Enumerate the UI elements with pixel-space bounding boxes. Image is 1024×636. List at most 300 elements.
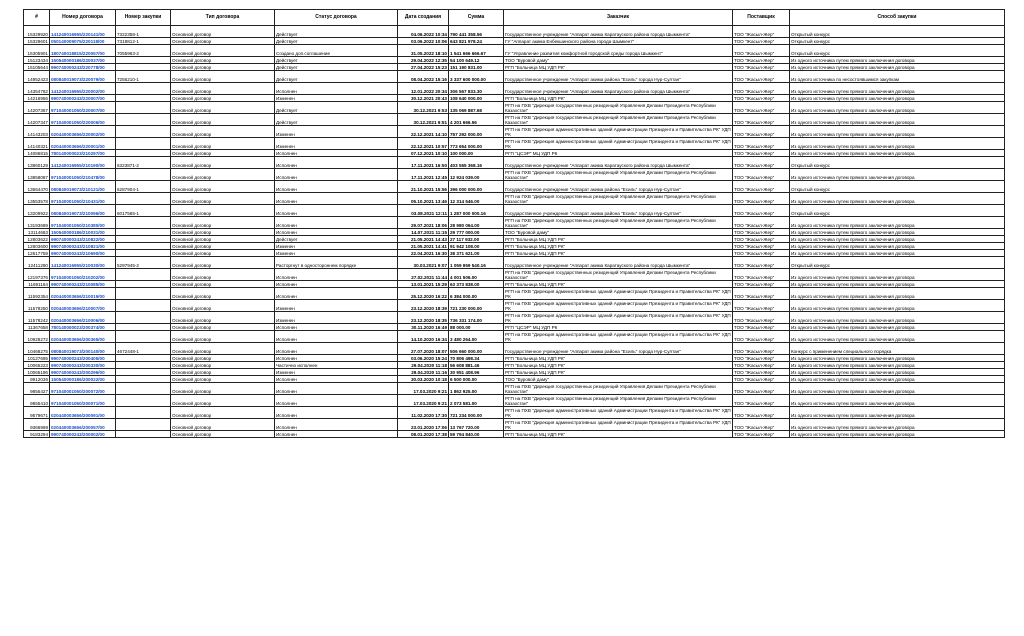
table-row	[24, 83, 1005, 95]
cell-index: 11367658	[24, 324, 50, 331]
cell-created-date: 29.04.2022 12:35	[398, 57, 449, 64]
cell-contract-link[interactable]: 141240016955/210190/00	[50, 157, 116, 169]
cell-index: 13860129	[24, 157, 50, 169]
cell-customer: РГП на ПХВ "Дирекция административных зданий Администрации Президента и Правительства РК" УДП РК	[505, 288, 731, 299]
cell-contract-type: Основной договор	[171, 383, 275, 395]
cell-created-date: 03.08.2021 12:11	[398, 205, 449, 217]
cell-purchase-number	[116, 383, 171, 395]
cell-contract-link[interactable]: 990740000243/210690/00	[50, 250, 116, 257]
table-row	[24, 205, 1005, 217]
cell-amount: 54 100 649.12	[449, 57, 504, 64]
cell-purchase-number: 7318812-1	[116, 38, 171, 45]
cell-contract-status: Исполнен	[275, 331, 398, 343]
cell-index: 14216956	[24, 95, 50, 102]
cell-contract-type: Основной договор	[171, 312, 275, 324]
cell-supplier: ТОО "Жасыл-Жер"	[733, 181, 790, 193]
cell-purchase-method: Из одного источника путем прямого заключения договора	[790, 64, 1005, 71]
cell-purchase-number: 6287904-1	[116, 181, 171, 193]
cell-purchase-number	[116, 395, 171, 407]
cell-index: 14207367	[24, 102, 50, 114]
cell-purchase-number	[116, 217, 171, 229]
cell-contract-link[interactable]: 020440003656/200091/00	[50, 407, 116, 419]
cell-contract-status: Исполнен	[275, 288, 398, 300]
cell-amount: 59 794 840.00	[449, 431, 504, 438]
cell-purchase-number: 4672448-1	[116, 343, 171, 355]
cell-created-date: 25.12.2020 16:22	[398, 288, 449, 300]
cell-created-date: 08.04.2022 15:16	[398, 71, 449, 83]
cell-created-date: 08.01.2020 17:38	[398, 431, 449, 438]
cell-supplier: ТОО "Жасыл-Жер"	[733, 45, 790, 57]
cell-amount: 3 480 264.00	[449, 331, 504, 343]
cell-contract-link[interactable]: 971040001050/210202/00	[50, 269, 116, 281]
cell-contract-status: Изменен	[275, 95, 398, 102]
cell-contract-status: Действует	[275, 71, 398, 83]
table-row	[24, 419, 1005, 431]
cell-contract-link[interactable]: 080840019073/200140/00	[50, 343, 116, 355]
table-row	[24, 157, 1005, 169]
cell-created-date: 30.03.2021 9:07	[398, 257, 449, 269]
cell-contract-type: Основной договор	[171, 324, 275, 331]
cell-created-date: 04.06.2022 10:34	[398, 26, 449, 38]
cell-index: 13114663	[24, 229, 50, 236]
cell-supplier: ТОО "Жасыл-Жер"	[733, 71, 790, 83]
cell-amount: 13 767 720.00	[449, 419, 504, 431]
cell-index: 13553578	[24, 193, 50, 205]
cell-created-date: 22.12.2021 10:57	[398, 138, 449, 150]
cell-contract-type: Основной договор	[171, 71, 275, 83]
cell-contract-link[interactable]: 020440003656/210007/00	[50, 300, 116, 312]
col-header-customer: Заказчик	[504, 10, 733, 26]
cell-purchase-method: Открытый конкурс	[790, 157, 1005, 169]
cell-purchase-number	[116, 281, 171, 288]
cell-purchase-number: 5297945-2	[116, 257, 171, 269]
cell-index: 13858087	[24, 169, 50, 181]
cell-index: 13193689	[24, 217, 50, 229]
cell-contract-status: Действует	[275, 114, 398, 126]
cell-contract-link[interactable]: 990740000243/210821/00	[50, 243, 116, 250]
cell-customer: РГП "Больница МЦ УДП РК"	[504, 355, 733, 362]
cell-purchase-number	[116, 102, 171, 114]
cell-contract-link[interactable]: 150540000186/220037/00	[50, 57, 116, 64]
cell-purchase-number	[116, 407, 171, 419]
cell-contract-type: Основной договор	[171, 95, 275, 102]
cell-contract-link[interactable]: 990740000243/220778/00	[50, 64, 116, 71]
cell-purchase-method: Из одного источника по несостоявшимся закупкам	[790, 71, 1005, 83]
cell-created-date: 22.04.2021 16:30	[398, 250, 449, 257]
cell-created-date: 30.12.2021 9:51	[398, 114, 449, 126]
cell-contract-link[interactable]: 141240016955/220141/00	[50, 26, 116, 38]
cell-supplier: ТОО "Жасыл-Жер"	[733, 102, 790, 114]
cell-contract-link[interactable]: 990740000243/200330/00	[50, 362, 116, 369]
cell-contract-link[interactable]: 780140000023/210297/00	[50, 150, 116, 157]
cell-customer: РГП "ЦСЭР" МЦ УДП РК	[504, 150, 733, 157]
cell-index: 11578242	[24, 312, 50, 324]
cell-amount: 721 230 000.00	[449, 300, 504, 312]
cell-contract-link[interactable]: 050140009075/220118/00	[50, 38, 116, 45]
cell-created-date: 14.07.2021 11:15	[398, 229, 449, 236]
cell-contract-status: Исполнен	[275, 407, 398, 419]
cell-supplier: ТОО "Жасыл-Жер"	[733, 83, 790, 95]
cell-purchase-method: Из одного источника путем прямого заключения договора	[790, 83, 1005, 95]
cell-amount: 38 371 621.00	[449, 250, 504, 257]
cell-purchase-method: Из одного источника путем прямого заключения договора	[790, 57, 1005, 64]
cell-amount: 1 541 666 666.67	[449, 45, 504, 57]
cell-customer: РГП "Больница МЦ УДП РК"	[504, 250, 733, 257]
cell-contract-link[interactable]: 020440003656/210019/00	[50, 288, 116, 300]
cell-created-date: 27.04.2022 15:23	[398, 64, 449, 71]
cell-contract-link[interactable]: 141240016955/210030/00	[50, 257, 116, 269]
table-row	[24, 102, 1005, 114]
cell-contract-link[interactable]: 150540000186/210031/00	[50, 229, 116, 236]
cell-created-date: 05.10.2021 13:46	[398, 193, 449, 205]
table-row	[24, 383, 1005, 395]
cell-customer: РГП на ПХВ "Дирекция государственных резиденций Управления Делами Президента Республики Казахстан"	[504, 217, 733, 229]
cell-contract-status: Действует	[275, 102, 398, 114]
cell-supplier: ТОО "Жасыл-Жер"	[733, 355, 790, 362]
cell-customer: Государственное учреждение "Аппарат акима района "Есиль" города Нур-Султан"	[504, 71, 733, 83]
col-header-contract-type: Тип договора	[171, 10, 275, 26]
cell-customer: РГП на ПХВ "Дирекция государственных резиденций Управления Делами Президента Республики Казахстан"	[504, 269, 733, 281]
table-row	[24, 355, 1005, 362]
table-row	[24, 138, 1005, 150]
table-row	[24, 243, 1005, 250]
cell-contract-status: Исполнен	[275, 157, 398, 169]
cell-customer: РГП "ЦСЭР" МЦ УДП РК	[504, 324, 733, 331]
cell-purchase-method: Из одного источника путем прямого заключения договора	[790, 114, 1005, 126]
cell-created-date: 23.12.2020 18:35	[398, 312, 449, 324]
cell-contract-type: Основной договор	[171, 102, 275, 114]
cell-purchase-method: Из одного источника путем прямого заключения договора	[790, 250, 1005, 257]
cell-amount: 30 951 408.96	[449, 369, 504, 376]
cell-created-date: 07.12.2021 10:10	[398, 150, 449, 157]
cell-purchase-method: Из одного источника путем прямого заключения договора	[790, 395, 1005, 407]
cell-customer: РГП на ПХВ "Дирекция административных зданий Администрации Президента и Правительства РК" УДП РК	[505, 407, 731, 418]
cell-purchase-method: Из одного источника путем прямого заключения договора	[790, 362, 1005, 369]
table-row	[24, 95, 1005, 102]
cell-purchase-method: Из одного источника путем прямого заключения договора	[790, 419, 1005, 431]
table-row	[24, 169, 1005, 181]
cell-contract-link[interactable]: 971040001050/200071/00	[50, 395, 116, 407]
cell-created-date: 29.04.2020 11:18	[398, 362, 449, 369]
cell-purchase-method: Открытый конкурс	[790, 205, 1005, 217]
cell-supplier: ТОО "Жасыл-Жер"	[733, 193, 790, 205]
cell-amount: 70 806 498.34	[449, 355, 504, 362]
cell-purchase-method: Открытый конкурс	[790, 45, 1005, 57]
cell-contract-link[interactable]: 971040001050/210380/00	[50, 217, 116, 229]
cell-customer: РГП на ПХВ "Дирекция государственных резиденций Управления Делами Президента Республики Казахстан"	[504, 383, 733, 395]
cell-purchase-method: Из одного источника путем прямого заключения договора	[790, 150, 1005, 157]
cell-index: 9912036	[24, 376, 50, 383]
cell-contract-status: Исполнен	[275, 376, 398, 383]
cell-supplier: ТОО "Жасыл-Жер"	[733, 157, 790, 169]
contracts-sheet	[23, 9, 1004, 438]
cell-contract-link[interactable]: 020440003656/220001/00	[50, 138, 116, 150]
cell-purchase-method: Из одного источника путем прямого заключения договора	[790, 355, 1005, 362]
cell-supplier: ТОО "Жасыл-Жер"	[733, 281, 790, 288]
cell-customer: РГП "Больница МЦ УДП РК"	[504, 95, 733, 102]
table-row	[24, 64, 1005, 71]
table-row	[24, 362, 1005, 369]
cell-purchase-number	[116, 269, 171, 281]
cell-supplier: ТОО "Жасыл-Жер"	[733, 362, 790, 369]
table-row	[24, 57, 1005, 64]
cell-customer: Государственное учреждение "Аппарат акима Каратауского района города Шымкента"	[504, 157, 733, 169]
cell-contract-link[interactable]: 141240016955/220002/00	[50, 83, 116, 95]
cell-contract-link[interactable]: 020440003656/200057/00	[50, 419, 116, 431]
cell-customer: РГП на ПХВ "Дирекция государственных резиденций Управления Делами Президента Республики Казахстан"	[504, 395, 733, 407]
cell-purchase-number	[116, 83, 171, 95]
cell-amount: 790 441 358.56	[449, 26, 504, 38]
cell-purchase-number	[116, 331, 171, 343]
cell-index: 10127695	[24, 355, 50, 362]
table-row	[24, 300, 1005, 312]
cell-contract-type: Основной договор	[171, 193, 275, 205]
cell-index: 13664470	[24, 181, 50, 193]
cell-index: 9183294	[24, 431, 50, 438]
cell-purchase-method: Из одного источника путем прямого заключения договора	[790, 312, 1005, 324]
cell-contract-type: Основной договор	[171, 243, 275, 250]
cell-created-date: 03.06.2020 15:24	[398, 355, 449, 362]
cell-supplier: ТОО "Жасыл-Жер"	[733, 257, 790, 269]
cell-contract-link[interactable]: 150540000186/200022/00	[50, 376, 116, 383]
cell-amount: 306 567 833.30	[449, 83, 504, 95]
cell-supplier: ТОО "Жасыл-Жер"	[733, 395, 790, 407]
cell-customer: РГП на ПХВ "Дирекция государственных резиденций Управления Делами Президента Республики Казахстан"	[504, 114, 733, 126]
cell-contract-link[interactable]: 990740000243/200296/00	[50, 369, 116, 376]
cell-created-date: 30.12.2021 9:53	[398, 102, 449, 114]
cell-supplier: ТОО "Жасыл-Жер"	[733, 383, 790, 395]
cell-contract-type: Основной договор	[171, 269, 275, 281]
cell-contract-link[interactable]: 080840019073/210121/00	[50, 181, 116, 193]
cell-contract-link[interactable]: 971040001050/210431/00	[50, 193, 116, 205]
cell-index: 12197376	[24, 269, 50, 281]
cell-contract-status: Исполнен	[275, 269, 398, 281]
col-header-index: #	[24, 10, 50, 26]
cell-purchase-number	[116, 431, 171, 438]
cell-supplier: ТОО "Жасыл-Жер"	[733, 126, 790, 138]
cell-index: 11691164	[24, 281, 50, 288]
cell-contract-status: Исполнен	[275, 281, 398, 288]
cell-created-date: 22.12.2021 14:10	[398, 126, 449, 138]
cell-amount: 6 500 000.00	[449, 376, 504, 383]
cell-contract-type: Основной договор	[171, 257, 275, 269]
cell-amount: 1 059 959 540.16	[449, 257, 504, 269]
cell-contract-status: Изменен	[275, 138, 398, 150]
cell-contract-type: Основной договор	[171, 217, 275, 229]
cell-contract-link[interactable]: 971040001050/220007/00	[50, 102, 116, 114]
cell-contract-link[interactable]: 020440003656/220002/00	[50, 126, 116, 138]
cell-purchase-method: Из одного источника путем прямого заключения договора	[790, 229, 1005, 236]
table-row	[24, 250, 1005, 257]
cell-contract-link[interactable]: 971040001050/210478/00	[50, 169, 116, 181]
cell-amount: 396 000 000.00	[449, 181, 504, 193]
cell-purchase-number	[116, 95, 171, 102]
cell-created-date: 21.05.2021 14:43	[398, 236, 449, 243]
cell-amount: 56 608 881.46	[449, 362, 504, 369]
cell-contract-status: Действует	[275, 57, 398, 64]
cell-index: 11592354	[24, 288, 50, 300]
cell-amount: 757 292 000.00	[449, 126, 504, 138]
cell-customer: РГП на ПХВ "Дирекция административных зданий Администрации Президента и Правительства РК" УДП РК	[505, 419, 731, 430]
cell-contract-link[interactable]: 990740000243/220007/00	[50, 95, 116, 102]
cell-purchase-number	[116, 138, 171, 150]
cell-created-date: 27.07.2020 18:07	[398, 343, 449, 355]
cell-contract-link[interactable]: 020440003656/200365/00	[50, 331, 116, 343]
cell-purchase-number: 7256210-1	[116, 71, 171, 83]
cell-contract-type: Основной договор	[171, 281, 275, 288]
cell-purchase-number	[116, 312, 171, 324]
table-row	[24, 150, 1005, 157]
cell-created-date: 30.11.2020 16:49	[398, 324, 449, 331]
cell-contract-link[interactable]: 971040001050/220006/00	[50, 114, 116, 126]
cell-contract-type: Основной договор	[171, 376, 275, 383]
cell-contract-status: Исполнен	[275, 383, 398, 395]
cell-contract-type: Основной договор	[171, 331, 275, 343]
cell-customer: РГП на ПХВ "Дирекция государственных резиденций Управления Делами Президента Республики Казахстан"	[504, 169, 733, 181]
cell-amount: 12 314 546.00	[449, 193, 504, 205]
cell-contract-status: Исполнен	[275, 419, 398, 431]
cell-index: 15305901	[24, 45, 50, 57]
cell-created-date: 17.11.2021 12:45	[398, 169, 449, 181]
cell-purchase-number: 6323871-2	[116, 157, 171, 169]
cell-contract-link[interactable]: 020440003656/210006/00	[50, 312, 116, 324]
cell-index: 10928272	[24, 331, 50, 343]
cell-contract-type: Основной договор	[171, 64, 275, 71]
cell-contract-type: Основной договор	[171, 181, 275, 193]
cell-purchase-method: Из одного источника путем прямого заключения договора	[790, 126, 1005, 138]
cell-contract-status: Исполнен	[275, 395, 398, 407]
table-row	[24, 38, 1005, 45]
cell-contract-link[interactable]: 990740000243/210822/00	[50, 236, 116, 243]
cell-customer: РГП на ПХВ "Дирекция административных зданий Администрации Президента и Правительства РК" УДП РК	[505, 126, 731, 137]
cell-purchase-number: 7322358-1	[116, 26, 171, 38]
cell-contract-type: Основной договор	[171, 395, 275, 407]
cell-purchase-method: Из одного источника путем прямого заключения договора	[790, 331, 1005, 343]
cell-purchase-number	[116, 126, 171, 138]
cell-contract-link[interactable]: 971040001050/200072/00	[50, 383, 116, 395]
cell-contract-status: Изменен	[275, 250, 398, 257]
cell-purchase-method: Из одного источника путем прямого заключения договора	[790, 138, 1005, 150]
cell-created-date: 23.01.2020 17:06	[398, 419, 449, 431]
table-row	[24, 236, 1005, 243]
col-header-created-date: Дата создания	[398, 10, 449, 26]
cell-supplier: ТОО "Жасыл-Жер"	[733, 324, 790, 331]
cell-contract-link[interactable]: 180740018815/220057/00	[50, 45, 116, 57]
table-row	[24, 269, 1005, 281]
cell-amount: 27 117 932.00	[449, 236, 504, 243]
cell-purchase-number	[116, 362, 171, 369]
table-row	[24, 376, 1005, 383]
cell-customer: РГП на ПХВ "Дирекция административных зданий Администрации Президента и Правительства РК" УДП РК	[505, 300, 731, 311]
cell-created-date: 17.11.2021 16:50	[398, 157, 449, 169]
cell-customer: РГП "Больница МЦ УДП РК"	[504, 369, 733, 376]
cell-amount: 403 555 368.16	[449, 157, 504, 169]
table-row	[24, 26, 1005, 38]
cell-index: 14143203	[24, 126, 50, 138]
cell-customer: РГП на ПХВ "Дирекция государственных резиденций Управления Делами Президента Республики Казахстан"	[504, 193, 733, 205]
table-row	[24, 369, 1005, 376]
cell-contract-link[interactable]: 780140000023/200374/00	[50, 324, 116, 331]
cell-supplier: ТОО "Жасыл-Жер"	[733, 431, 790, 438]
cell-contract-type: Основной договор	[171, 83, 275, 95]
cell-purchase-method: Открытый конкурс	[790, 181, 1005, 193]
table-row	[24, 126, 1005, 138]
cell-contract-type: Основной договор	[171, 205, 275, 217]
table-row	[24, 257, 1005, 269]
cell-created-date: 31.05.2022 18:10	[398, 45, 449, 57]
cell-created-date: 21.10.2021 15:56	[398, 181, 449, 193]
table-row	[24, 193, 1005, 205]
cell-amount: 100 000.00	[449, 150, 504, 157]
cell-customer: ТОО "Буровой даму"	[504, 57, 733, 64]
cell-amount: 721 234 000.00	[449, 407, 504, 419]
cell-contract-type: Основной договор	[171, 369, 275, 376]
cell-index: 11578250	[24, 300, 50, 312]
table-row	[24, 71, 1005, 83]
cell-purchase-method: Из одного источника путем прямого заключения договора	[790, 288, 1005, 300]
cell-customer: РГП "Больница МЦ УДП РК"	[504, 64, 733, 71]
cell-index: 12617759	[24, 250, 50, 257]
cell-supplier: ТОО "Жасыл-Жер"	[733, 331, 790, 343]
cell-contract-link[interactable]: 990740000243/210085/00	[50, 281, 116, 288]
cell-purchase-number	[116, 114, 171, 126]
cell-index: 12411280	[24, 257, 50, 269]
cell-contract-type: Основной договор	[171, 288, 275, 300]
cell-customer: Государственное учреждение "Аппарат акима Каратауского района города Шымкента"	[504, 257, 733, 269]
cell-contract-link[interactable]: 080840019073/210096/00	[50, 205, 116, 217]
cell-supplier: ТОО "Жасыл-Жер"	[733, 150, 790, 157]
cell-supplier: ТОО "Жасыл-Жер"	[733, 38, 790, 45]
cell-index: 15329920	[24, 26, 50, 38]
cell-contract-type: Основной договор	[171, 407, 275, 419]
cell-purchase-number	[116, 150, 171, 157]
cell-index: 14952423	[24, 71, 50, 83]
col-header-amount: Сумма	[449, 10, 504, 26]
cell-supplier: ТОО "Жасыл-Жер"	[733, 26, 790, 38]
cell-supplier: ТОО "Жасыл-Жер"	[733, 243, 790, 250]
cell-amount: 108 640 000.00	[449, 95, 504, 102]
table-row	[24, 343, 1005, 355]
cell-supplier: ТОО "Жасыл-Жер"	[733, 229, 790, 236]
cell-created-date: 23.12.2020 18:39	[398, 300, 449, 312]
cell-contract-type: Основной договор	[171, 362, 275, 369]
cell-contract-link[interactable]: 990740000243/200405/00	[50, 355, 116, 362]
cell-created-date: 03.06.2022 10:06	[398, 38, 449, 45]
cell-supplier: ТОО "Жасыл-Жер"	[733, 205, 790, 217]
cell-contract-link[interactable]: 990740000243/200002/00	[50, 431, 116, 438]
contracts-table	[23, 9, 1005, 438]
cell-customer: Государственное учреждение "Аппарат акима района "Есиль" города Нур-Султан"	[504, 205, 733, 217]
cell-purchase-method: Открытый конкурс	[790, 257, 1005, 269]
cell-purchase-method: Из одного источника путем прямого заключения договора	[790, 236, 1005, 243]
cell-contract-link[interactable]: 080840019073/220079/00	[50, 71, 116, 83]
cell-purchase-method: Из одного источника путем прямого заключения договора	[790, 431, 1005, 438]
cell-contract-status: Расторгнут в одностороннем порядке	[275, 257, 398, 269]
cell-customer: РГП "Больница МЦ УДП РК"	[504, 362, 733, 369]
cell-contract-type: Основной договор	[171, 419, 275, 431]
cell-index: 9366998	[24, 419, 50, 431]
cell-purchase-number	[116, 376, 171, 383]
cell-contract-type: Основной договор	[171, 114, 275, 126]
cell-contract-type: Основной договор	[171, 150, 275, 157]
cell-purchase-number	[116, 236, 171, 243]
cell-contract-status: Исполнен	[275, 150, 398, 157]
cell-purchase-method: Из одного источника путем прямого заключения договора	[790, 193, 1005, 205]
cell-contract-status: Действует	[275, 38, 398, 45]
cell-amount: 4 001 506.00	[449, 269, 504, 281]
cell-purchase-method: Открытый конкурс	[790, 38, 1005, 45]
cell-created-date: 30.03.2020 10:18	[398, 376, 449, 383]
